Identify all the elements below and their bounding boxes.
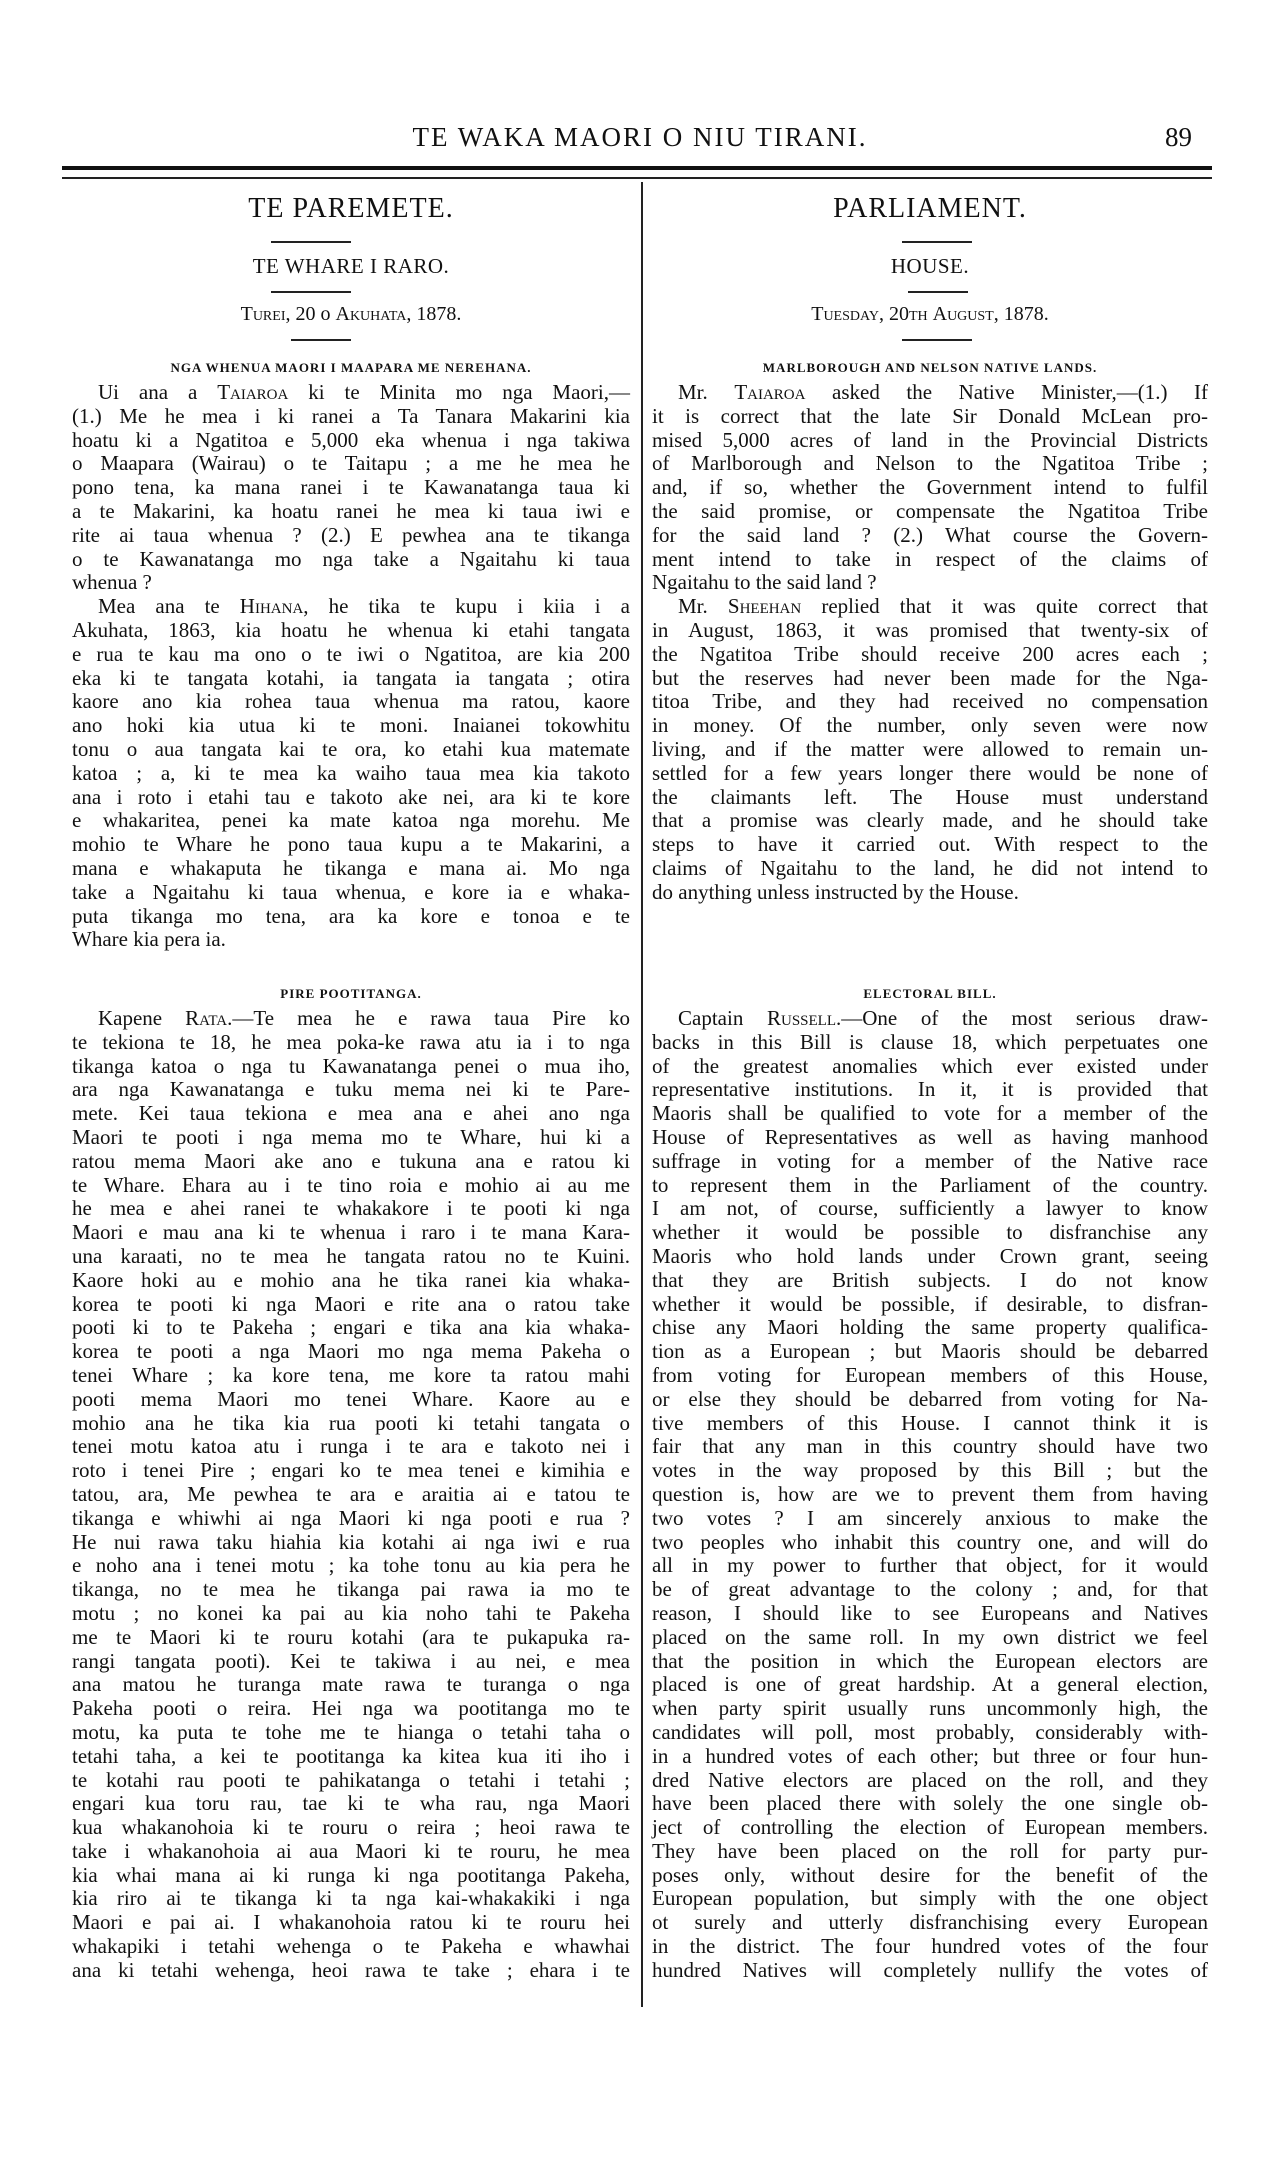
text-line: Maori e mau ana ki te whenua i raro i te mana Kara- (72, 1220, 630, 1245)
text-line: but the reserves had never been made for the Nga- (652, 665, 1208, 690)
text-line: a te Makarini, ka hoatu ranei he mea ki taua iwi e (72, 498, 630, 523)
text-line: me te Maori ki te rouru kotahi (ara te pukapuka ra- (72, 1624, 630, 1649)
text-line: e rua te kau ma ono o te iwi o Ngatitoa, are kia 200 (72, 641, 630, 666)
text-line: backs in this Bill is clause 18, which perpetuates one (652, 1029, 1208, 1054)
text-line: ana i roto i etahi tau e takoto ake nei, ara ki te kore (72, 784, 630, 809)
text-run: Mr. (678, 594, 728, 619)
text-line: pooti mema Maori mo tenei Whare. Kaore au e (72, 1386, 630, 1411)
text-line: mana e whakaputa he tikanga e mana ai. Mo nga (72, 855, 630, 880)
text-line: in August, 1863, it was promised that twenty-six of (652, 617, 1208, 642)
text-line: to represent them in the Parliament of the country. (652, 1172, 1208, 1197)
text-line: kia riro ai te tikanga ki ta nga kai-whakakiki i nga (72, 1886, 630, 1911)
text-line: e noho ana i tenei motu ; ka tohe tonu au kia pera he (72, 1553, 630, 1578)
text-line: puta tikanga mo tena, ara ka kore e tonoa e te (72, 903, 630, 928)
text-line: korea te pooti a nga Maori mo nga mema Pakeha o (72, 1339, 630, 1364)
divider (908, 291, 968, 293)
text-line: (1.) Me he mea i ki ranei a Ta Tanara Makarini kia (72, 403, 630, 428)
section-heading: NGA WHENUA MAORI I MAAPARA ME NEREHANA. (170, 360, 532, 375)
text-line: suffrage in voting for a member of the Native race (652, 1148, 1208, 1173)
text-line: House of Representatives as well as having manhood (652, 1124, 1208, 1149)
column-date (652, 303, 1208, 326)
small-caps-name: Rata (185, 1006, 228, 1030)
text-line: kaore ano kia rohea taua whenua ma ratou, kaore (72, 689, 630, 714)
text-run: Ui ana a (98, 380, 218, 404)
text-line: he mea e ahei ranei te whakakore i te pooti ki nga (72, 1196, 630, 1221)
paragraph (72, 1007, 630, 1983)
text-line: whenua ? (72, 570, 152, 595)
text-line: ana ki tetahi wehenga, heoi rawa te take ; ehara i te (72, 1957, 630, 1982)
divider (271, 241, 351, 243)
text-run: .—Te mea he e rawa taua Pire ko (227, 1006, 630, 1030)
text-line: Maori e pai ai. I whakanohoia ratou ki te rouru hei (72, 1910, 630, 1935)
text-line: claims of Ngaitahu to the land, he did not intend to (652, 855, 1208, 880)
text-line: and, if so, whether the Government intend to fulfil (652, 475, 1208, 500)
text-line: ana matou he turanga mate rawa te turanga o nga (72, 1672, 630, 1697)
text-line: placed is one of great hardship. At a general election, (652, 1672, 1208, 1697)
text-line: that they are British subjects. I do not know (652, 1267, 1208, 1292)
small-caps-name: Akuhata (335, 303, 407, 325)
text-line: Maoris who hold lands under Crown grant, seeing (652, 1243, 1208, 1268)
text-line: rite ai taua whenua ? (2.) E pewhea ana te tikanga (72, 522, 630, 547)
paragraph (72, 595, 630, 952)
divider (291, 339, 351, 341)
text-line: te Whare. Ehara au i te tino roia e mohio ai au me (72, 1172, 630, 1197)
small-caps-name: Hihana (239, 594, 304, 619)
paragraph (72, 381, 630, 595)
masthead (0, 122, 1280, 162)
text-line: He nui rawa taku hiahia kia kotahi ai nga iwi e rua (72, 1529, 630, 1554)
text-line: tikanga e whiwhi ai nga Maori ki nga pooti e rua ? (72, 1505, 630, 1530)
text-line: Maori te pooti i nga mema mo te Whare, hui ki a (72, 1124, 630, 1149)
column-title: PARLIAMENT. (833, 193, 1027, 224)
text-line: tetahi taha, a kei te pootitanga ka kitea kua iti iho i (72, 1743, 630, 1768)
text-line (72, 595, 630, 619)
column-subtitle: TE WHARE I RARO. (252, 254, 450, 278)
paragraph (652, 1007, 1208, 1983)
text-line: reason, I should like to see Europeans and Natives (652, 1600, 1208, 1625)
text-line (72, 381, 630, 405)
text-line: Pakeha pooti o reira. Hei nga wa pootitanga mo te (72, 1696, 630, 1721)
newspaper-title: TE WAKA MAORI O NIU TIRANI. (412, 122, 868, 152)
text-line: tenei Whare ; ka kore tena, me kore ta ratou mahi (72, 1362, 630, 1387)
text-line: te tekiona te 18, he mea poka-ke rawa atu ia i to nga (72, 1029, 630, 1054)
text-line: whakapiki i tetahi wehenga o te Pakeha e whawhai (72, 1934, 630, 1959)
text-line: korea te pooti ki nga Maori e rite ana o ratou take (72, 1291, 630, 1316)
text-line: two peoples who inhabit this country one, and will do (652, 1529, 1208, 1554)
text-line: katoa ; a, ki te mea ka waiho taua mea kia takoto (72, 760, 630, 785)
text-line: whether it would be possible to disfranchise any (652, 1220, 1208, 1245)
text-line: tenei motu katoa atu i runga i te ara e takoto nei i (72, 1434, 630, 1459)
text-line: fair that any man in this country should have two (652, 1434, 1208, 1459)
text-line: pono tena, ka mana ranei i te Kawanatanga taua ki (72, 475, 630, 500)
text-line: ject of controlling the election of European members. (652, 1815, 1208, 1840)
text-line: tikanga katoa o nga tu Kawanatanga penei o mua iho, (72, 1053, 630, 1078)
section-heading: PIRE POOTITANGA. (280, 986, 422, 1001)
text-line: roto i tenei Pire ; engari ko te mea tenei e kimihia e (72, 1458, 630, 1483)
text-line: in a hundred votes of each other; but three or four hun- (652, 1743, 1208, 1768)
text-line: engari kua toru rau, tae ki te wha rau, nga Maori (72, 1791, 630, 1816)
text-line: settled for a few years longer there would be none of (652, 760, 1208, 785)
text-line (652, 381, 1208, 405)
small-caps-name: August (932, 303, 994, 325)
text-line: rangi tangata pooti). Kei te takiwa i au nei, e mea (72, 1648, 630, 1673)
text-line: European population, but simply with the one object (652, 1886, 1208, 1911)
text-line: of Marlborough and Nelson to the Ngatitoa Tribe ; (652, 451, 1208, 476)
text-line: that a promise was clearly made, and he should take (652, 808, 1208, 833)
text-line: the claimants left. The House must understand (652, 784, 1208, 809)
text-line: living, and if the matter were allowed to remain un- (652, 736, 1208, 761)
text-line: or else they should be debarred from voting for Na- (652, 1386, 1208, 1411)
text-run: replied that it was quite correct that (801, 594, 1208, 619)
text-line: titoa Tribe, and they had received no compensation (652, 689, 1208, 714)
text-line: whether it would be possible, if desirable, to disfran- (652, 1291, 1208, 1316)
paragraph (652, 381, 1208, 595)
small-caps-name: Russell (766, 1006, 836, 1030)
text-line: Ngaitahu to the said land ? (652, 570, 877, 595)
text-run: Mea ana te (98, 594, 240, 619)
divider (902, 339, 972, 341)
text-line: ot surely and utterly disfranchising every European (652, 1910, 1208, 1935)
text-line: when party spirit usually runs uncommonly high, the (652, 1696, 1208, 1721)
text-run: , 20 o (285, 303, 336, 325)
text-line (72, 1007, 630, 1031)
text-line: be of great advantage to the colony ; and, for that (652, 1577, 1208, 1602)
text-line: ratou mema Maori ake ano e tukuna ana e ratou ki (72, 1148, 630, 1173)
divider (271, 291, 351, 293)
text-line: representative institutions. In it, it is provided that (652, 1077, 1208, 1102)
text-line: have been placed there with solely the one single ob- (652, 1791, 1208, 1816)
text-line: all in my power to further that object, for it would (652, 1553, 1208, 1578)
article-section (652, 355, 1208, 905)
text-line: ment intend to take in respect of the claims of (652, 546, 1208, 571)
text-run: asked the Native Minister,—(1.) If (805, 380, 1208, 404)
text-line: Maoris shall be qualified to vote for a member of the (652, 1101, 1208, 1126)
article-section (652, 981, 1208, 1983)
article-section (72, 355, 630, 952)
paragraph (652, 595, 1208, 904)
text-line: ara nga Kawanatanga e tuku mema nei ki te Pare- (72, 1077, 630, 1102)
text-line: steps to have it carried out. With respect to the (652, 832, 1208, 857)
text-line: te kotahi rau pooti te pahikatanga o tetahi i tetahi ; (72, 1767, 630, 1792)
text-line: ano hoki kia utua ki te moni. Inaianei tokowhitu (72, 713, 630, 738)
text-line: candidates will poll, most probably, considerably with- (652, 1719, 1208, 1744)
text-line: Kaore hoki au e mohio ana he tika ranei kia whaka- (72, 1267, 630, 1292)
small-caps-name: Sheehan (727, 594, 802, 619)
text-line: dred Native electors are placed on the roll, and they (652, 1767, 1208, 1792)
text-line: mete. Kei taua tekiona e mea ana e ahei ano nga (72, 1101, 630, 1126)
column-date (72, 303, 630, 326)
text-run: ki te Minita mo nga Maori,— (288, 380, 630, 404)
column-title: TE PAREMETE. (248, 193, 454, 224)
text-line: in the district. The four hundred votes of the four (652, 1934, 1208, 1959)
text-line: from voting for European members of this House, (652, 1362, 1208, 1387)
text-line (652, 595, 1208, 619)
text-line: Akuhata, 1863, kia hoatu he whenua ki etahi tangata (72, 617, 630, 642)
text-line: it is correct that the late Sir Donald McLean pro- (652, 403, 1208, 428)
small-caps-name: Taiaroa (217, 380, 289, 404)
text-line: poses only, without desire for the benefit of the (652, 1862, 1208, 1887)
text-line: tive members of this House. I cannot think it is (652, 1410, 1208, 1435)
small-caps-name: Turei (240, 303, 286, 325)
text-line: motu, ka puta te tohe me te hianga o tetahi taha o (72, 1719, 630, 1744)
text-line: Whare kia pera ia. (72, 927, 226, 952)
section-heading: ELECTORAL BILL. (863, 986, 997, 1001)
text-line: in money. Of the number, only seven were now (652, 713, 1208, 738)
text-run: , he tika te kupu i kiia i a (303, 594, 630, 619)
small-caps-name: Tuesday (811, 303, 879, 325)
text-line: I am not, of course, sufficiently a lawyer to know (652, 1196, 1208, 1221)
text-run: Captain (678, 1006, 767, 1030)
text-line: two votes ? I am sincerely anxious to make the (652, 1505, 1208, 1530)
text-line: kua whakanohoia ki te rouru o reira ; heoi rawa te (72, 1815, 630, 1840)
text-run: Mr. (678, 380, 735, 404)
column-divider (641, 182, 643, 2007)
text-line: una karaati, no te mea he tangata ratou no te Kuini. (72, 1243, 630, 1268)
text-run: , 20 (878, 303, 909, 325)
text-line: tonu o aua tangata kai te ora, ko etahi kua matemate (72, 736, 630, 761)
text-line: question is, how are we to prevent them from having (652, 1481, 1208, 1506)
small-caps-name: Taiaroa (734, 380, 806, 404)
text-line: eka ki te tangata kotahi, ia tangata ia tangata ; otira (72, 665, 630, 690)
text-line: o Maapara (Wairau) o te Taitapu ; a me he mea he (72, 451, 630, 476)
text-line: take a Ngaitahu ki taua whenua, e kore ia e whaka- (72, 879, 630, 904)
text-line: do anything unless instructed by the House. (652, 879, 1019, 904)
text-line: that the position in which the European electors are (652, 1648, 1208, 1673)
text-line: e whakaritea, penei ka mate katoa nga morehu. Me (72, 808, 630, 833)
text-line: placed on the same roll. In my own district we feel (652, 1624, 1208, 1649)
text-line: tikanga, no te mea he tikanga pai rawa ia mo te (72, 1577, 630, 1602)
text-line: the said promise, or compensate the Ngatitoa Tribe (652, 498, 1208, 523)
text-line: take i whakanohoia ai aua Maori ki te rouru, he mea (72, 1838, 630, 1863)
text-line: hundred Natives will completely nullify the votes of (652, 1957, 1208, 1982)
divider (902, 241, 972, 243)
text-run: Kapene (98, 1006, 186, 1030)
masthead-rule-thin (62, 177, 1212, 179)
text-line: o te Kawanatanga mo nga take a Ngaitahu ki taua (72, 546, 630, 571)
small-caps-name: th (908, 303, 928, 325)
text-line: of the greatest anomalies which ever existed under (652, 1053, 1208, 1078)
masthead-rule-thick (62, 166, 1212, 170)
text-line: the Ngatitoa Tribe should receive 200 acres each ; (652, 641, 1208, 666)
text-line (652, 1007, 1208, 1031)
text-line: hoatu ki a Ngatitoa e 5,000 eka whenua i nga takiwa (72, 427, 630, 452)
text-line: mohio ana he tika kia rua pooti ki tetahi tangata o (72, 1410, 630, 1435)
page-number: 89 (1165, 122, 1192, 152)
text-line: chise any Maori holding the same property qualifica- (652, 1315, 1208, 1340)
text-line: kia whai mana ai ki runga ki nga pootitanga Pakeha, (72, 1862, 630, 1887)
text-line: for the said land ? (2.) What course the Govern- (652, 522, 1208, 547)
text-run: , 1878. (993, 303, 1049, 325)
text-line: pooti ki to te Pakeha ; engari e tika ana kia whaka- (72, 1315, 630, 1340)
text-line: motu ; no konei ka pai au kia noho tahi te Pakeha (72, 1600, 630, 1625)
text-line: tion as a European ; but Maoris should be debarred (652, 1339, 1208, 1364)
text-line: tatou, ara, Me pewhea te ara e araitia ai e tatou te (72, 1481, 630, 1506)
text-line: They have been placed on the roll for party pur- (652, 1838, 1208, 1863)
text-line: votes in the way proposed by this Bill ; but the (652, 1458, 1208, 1483)
text-run: .—One of the most serious draw- (836, 1006, 1208, 1030)
text-line: mohio te Whare he pono taua kupu a te Makarini, a (72, 832, 630, 857)
section-heading: MARLBOROUGH AND NELSON NATIVE LANDS. (762, 360, 1098, 375)
article-section (72, 981, 630, 1983)
column-subtitle: HOUSE. (890, 254, 970, 278)
text-run: , 1878. (406, 303, 462, 325)
text-line: mised 5,000 acres of land in the Provincial Districts (652, 427, 1208, 452)
